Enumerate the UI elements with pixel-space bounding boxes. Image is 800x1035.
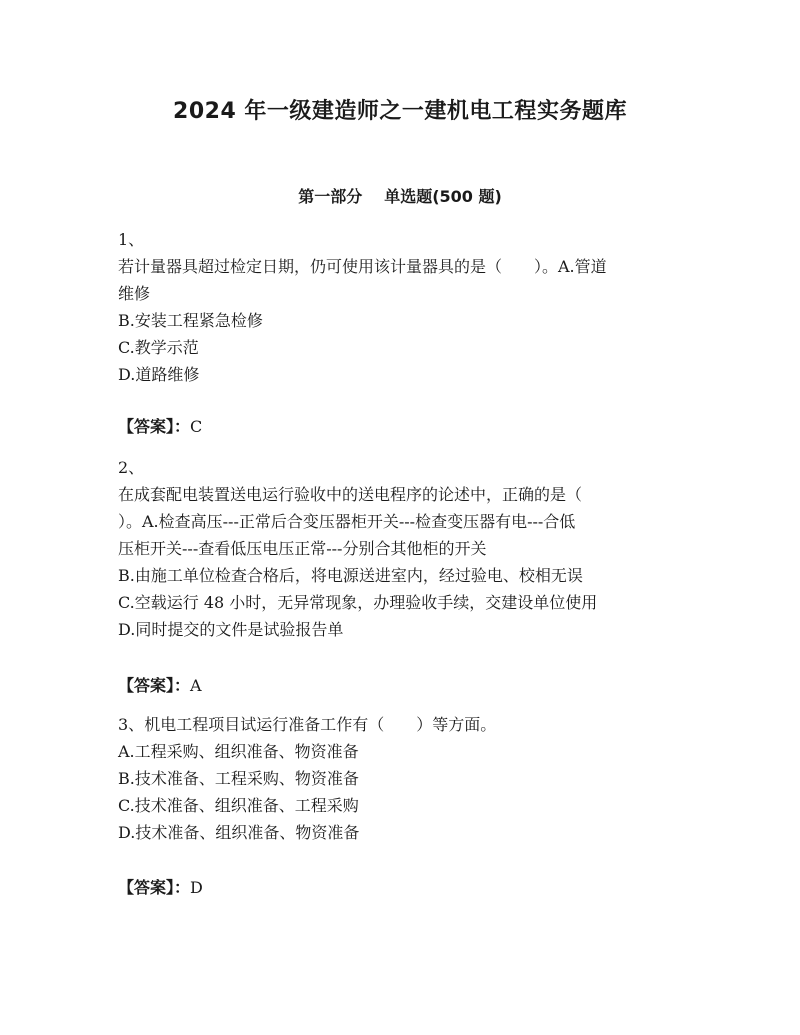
option-b: B.技术准备、工程采购、物资准备 — [118, 769, 359, 788]
option-b: B.安装工程紧急检修 — [118, 311, 263, 330]
answer-2 — [118, 672, 202, 699]
document-title: 2024 年一级建造师之一建机电工程实务题库 — [173, 99, 627, 124]
question-3 — [118, 711, 688, 846]
question-text-line: 在成套配电装置送电运行验收中的送电程序的论述中，正确的是（ — [118, 485, 583, 504]
option-d: D.同时提交的文件是试验报告单 — [118, 620, 344, 639]
option-d: D.道路维修 — [118, 365, 200, 384]
question-text: 机电工程项目试运行准备工作有（ ）等方面。 — [144, 715, 497, 734]
answer-label: 【答案】： — [118, 417, 191, 436]
question-number: 2、 — [118, 458, 145, 477]
question-1 — [118, 226, 688, 388]
question-number: 1、 — [118, 230, 145, 249]
question-2 — [118, 454, 688, 643]
answer-label: 【答案】： — [118, 676, 191, 695]
option-c: C.空载运行 48 小时，无异常现象，办理验收手续，交建设单位使用 — [118, 593, 598, 612]
question-text-line: 维修 — [118, 284, 151, 303]
section-part: 第一部分 — [298, 187, 363, 206]
option-c: C.技术准备、组织准备、工程采购 — [118, 796, 359, 815]
answer-label: 【答案】： — [118, 878, 191, 897]
answer-value: D — [190, 878, 203, 897]
question-text-line: 若计量器具超过检定日期，仍可使用该计量器具的是（ ）。A.管道 — [118, 257, 607, 276]
answer-value: A — [190, 676, 202, 695]
option-b: B.由施工单位检查合格后，将电源送进室内，经过验电、校相无误 — [118, 566, 583, 585]
option-a: A.工程采购、组织准备、物资准备 — [118, 742, 359, 761]
option-d: D.技术准备、组织准备、物资准备 — [118, 823, 360, 842]
answer-3 — [118, 874, 203, 901]
question-text-line — [118, 711, 688, 738]
answer-1 — [118, 413, 202, 440]
question-number: 3、 — [118, 715, 145, 734]
section-name: 单选题(500 题) — [384, 187, 502, 206]
question-text-line: 压柜开关---查看低压电压正常---分别合其他柜的开关 — [118, 539, 487, 558]
question-text-line: ）。A.检查高压---正常后合变压器柜开关---检查变压器有电---合低 — [118, 512, 576, 531]
answer-value: C — [190, 417, 203, 436]
section-heading — [0, 184, 800, 207]
option-c: C.教学示范 — [118, 338, 199, 357]
